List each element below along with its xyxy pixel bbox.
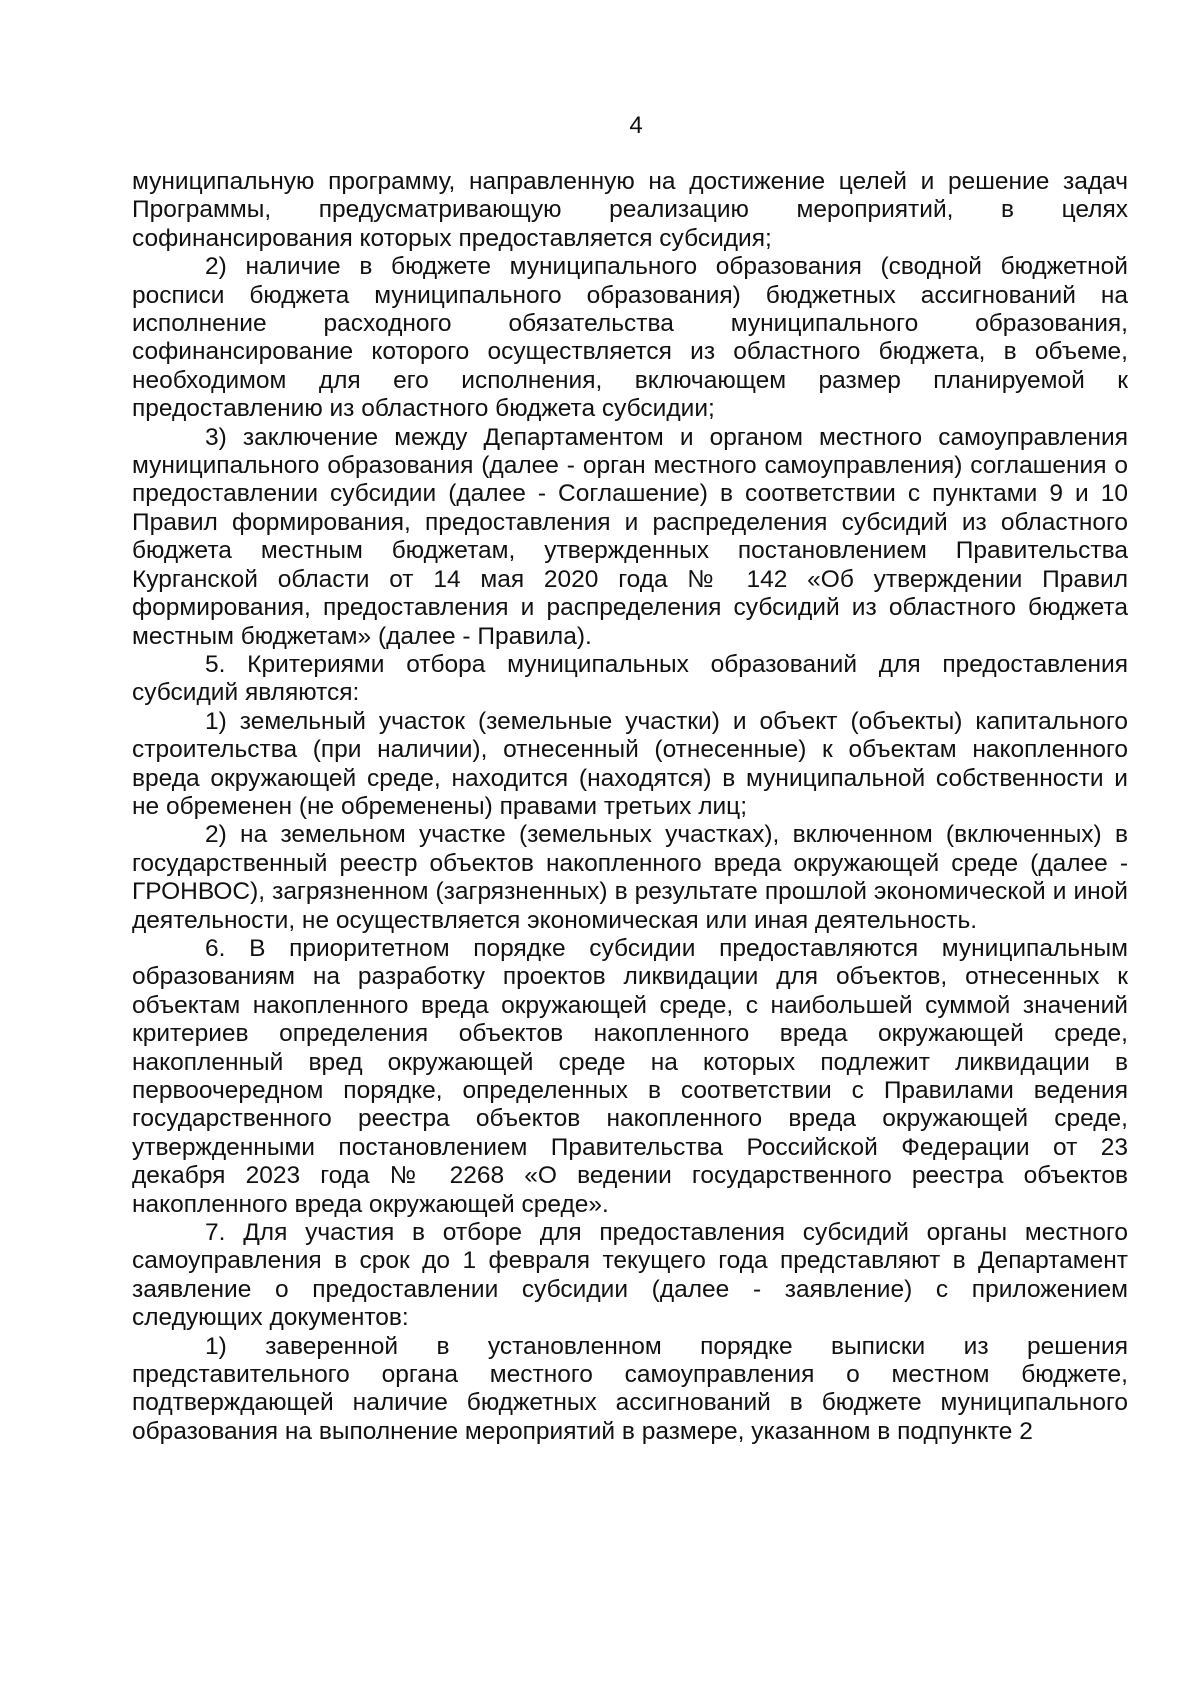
paragraph-clause-5-item-1: 1) земельный участок (земельные участки) и объект (объекты) капитального строительства (при наличии), отнесенный (отнесенные) к объектам накопленного вреда окружающей среде, находится (находятся) в муниципальной собственности и не обременен (не обременены) правами третьих лиц; <box>132 707 1128 820</box>
paragraph-clause-5: 5. Критериями отбора муниципальных образований для предоставления субсидий являются: <box>132 650 1128 707</box>
paragraph-clause-7: 7. Для участия в отборе для предоставления субсидий органы местного самоуправления в срок до 1 февраля текущего года представляют в Департамент заявление о предоставлении субсидии (далее - заявление) с приложением следующих документов: <box>132 1219 1128 1332</box>
paragraph-clause-5-item-2: 2) на земельном участке (земельных участках), включенном (включенных) в государственный реестр объектов накопленного вреда окружающей среде (далее - ГРОНВОС), загрязненном (загрязненных) в результате прошлой экономической и иной деятельности, не осуществляется экономическая или иная деятельность. <box>132 821 1128 934</box>
page-number: 4 <box>629 112 643 139</box>
paragraph-item-3: 3) заключение между Департаментом и органом местного самоуправления муниципального образования (далее - орган местного самоуправления) соглашения о предоставлении субсидии (далее - Соглашение) в соответствии с пунктами 9 и 10 Правил формирования, предоставления и распределения субсидий из областного бюджета местным бюджетам, утвержденных постановлением Правительства Курганской области от 14 мая 2020 года № 142 «Об утверждении Правил формирования, предоставления и распределения субсидий из областного бюджета местным бюджетам» (далее - Правила). <box>132 423 1128 650</box>
paragraph-clause-7-item-1: 1) заверенной в установленном порядке выписки из решения представительного органа местного самоуправления о местном бюджете, подтверждающей наличие бюджетных ассигнований в бюджете муниципального образования на выполнение мероприятий в размере, указанном в подпункте 2 <box>132 1332 1128 1445</box>
document-body <box>132 168 1128 1446</box>
paragraph-item-2: 2) наличие в бюджете муниципального образования (сводной бюджетной росписи бюджета муниципального образования) бюджетных ассигнований на исполнение расходного обязательства муниципального образования, софинансирование которого осуществляется из областного бюджета, в объеме, необходимом для его исполнения, включающем размер планируемой к предоставлению из областного бюджета субсидии; <box>132 253 1128 423</box>
paragraph-clause-6: 6. В приоритетном порядке субсидии предоставляются муниципальным образованиям на разработку проектов ликвидации для объектов, отнесенных к объектам накопленного вреда окружающей среде, с наибольшей суммой значений критериев определения объектов накопленного вреда окружающей среде, накопленный вред окружающей среде на которых подлежит ликвидации в первоочередном порядке, определенных в соответствии с Правилами ведения государственного реестра объектов накопленного вреда окружающей среде, утвержденными постановлением Правительства Российской Федерации от 23 декабря 2023 года № 2268 «О ведении государственного реестра объектов накопленного вреда окружающей среде». <box>132 934 1128 1218</box>
paragraph-continuation: муниципальную программу, направленную на достижение целей и решение задач Программы, предусматривающую реализацию мероприятий, в целях софинансирования которых предоставляется субсидия; <box>132 168 1128 252</box>
